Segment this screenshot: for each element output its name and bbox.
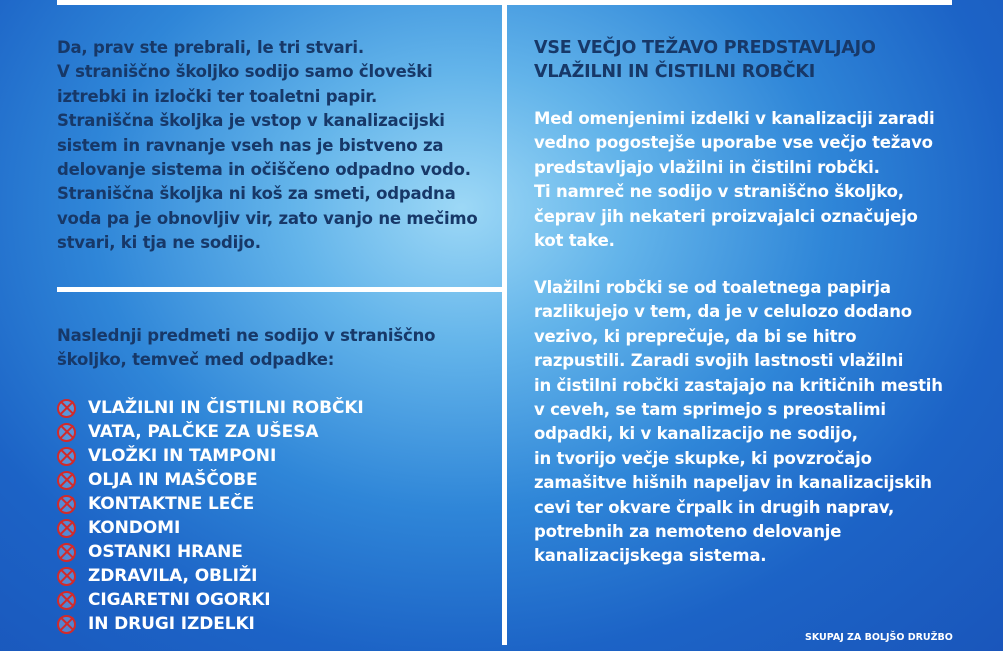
list-item [57, 612, 364, 636]
list-item-label: ZDRAVILA, OBLIŽI [88, 566, 258, 586]
prohibited-x-icon [57, 591, 76, 610]
list-item-label: OLJA IN MAŠČOBE [88, 470, 258, 490]
intro-paragraph: Da, prav ste prebrali, le tri stvari. V straniščno školjko sodijo samo človeški iztrebki in izločki ter toaletni papir. Straniščna školjka je vstop v kanalizacijski sistem in ravnanje vseh nas je bistveno za delovanje sistema in očiščeno odpadno vodo. Straniščna školjka ni koš za smeti, odpadna voda pa je obnovljiv vir, zato vanjo ne mečimo stvari, ki tja ne sodijo. [57, 38, 478, 253]
list-item [57, 420, 364, 444]
list-item-label: VATA, PALČKE ZA UŠESA [88, 422, 319, 442]
prohibited-items-list [57, 396, 364, 636]
list-item [57, 444, 364, 468]
right-paragraph-1: Med omenjenimi izdelki v kanalizaciji zaradi vedno pogostejše uporabe vse večjo težavo predstavljajo vlažilni in čistilni robčki. Ti namreč ne sodijo v straniščno školjko, čeprav jih nekateri proizvajalci označujejo kot take. [534, 109, 935, 251]
list-item-label: KONDOMI [88, 518, 181, 538]
list-item [57, 540, 364, 564]
prohibited-x-icon [57, 423, 76, 442]
prohibited-x-icon [57, 519, 76, 538]
list-item-label: CIGARETNI OGORKI [88, 590, 271, 610]
prohibited-x-icon [57, 447, 76, 466]
prohibited-x-icon [57, 495, 76, 514]
list-item-label: IN DRUGI IZDELKI [88, 614, 255, 634]
prohibited-x-icon [57, 399, 76, 418]
list-item-label: OSTANKI HRANE [88, 542, 243, 562]
list-item [57, 516, 364, 540]
prohibited-x-icon [57, 543, 76, 562]
middle-divider-line [57, 287, 504, 292]
list-item [57, 492, 364, 516]
prohibited-x-icon [57, 471, 76, 490]
list-item-label: VLAŽILNI IN ČISTILNI ROBČKI [88, 398, 364, 418]
list-item [57, 588, 364, 612]
list-item-label: KONTAKTNE LEČE [88, 494, 255, 514]
prohibited-x-icon [57, 615, 76, 634]
vertical-divider-line [502, 0, 507, 645]
list-item [57, 564, 364, 588]
prohibited-x-icon [57, 567, 76, 586]
list-item [57, 396, 364, 420]
right-column-heading: VSE VEČJO TEŽAVO PREDSTAVLJAJO VLAŽILNI IN ČISTILNI ROBČKI [534, 38, 876, 82]
list-item-label: VLOŽKI IN TAMPONI [88, 446, 277, 466]
footer-slogan: SKUPAJ ZA BOLJŠO DRUŽBO [805, 632, 953, 643]
list-item [57, 468, 364, 492]
right-paragraph-2: Vlažilni robčki se od toaletnega papirja razlikujejo v tem, da je v celulozo dodano vezivo, ki preprečuje, da bi se hitro razpustili. Zaradi svojih lastnosti vlažilni in čistilni robčki zastajajo na kritičnih mestih v ceveh, se tam sprimejo s preostalimi odpadki, ki v kanalizacijo ne sodijo, in tvorijo večje skupke, ki povzročajo zamašitve hišnih napeljav in kanalizacijskih cevi ter okvare črpalk in drugih naprav, potrebnih za nemoteno delovanje kanalizacijskega sistema. [534, 278, 943, 566]
list-heading: Naslednji predmeti ne sodijo v straniščno školjko, temveč med odpadke: [57, 326, 436, 370]
